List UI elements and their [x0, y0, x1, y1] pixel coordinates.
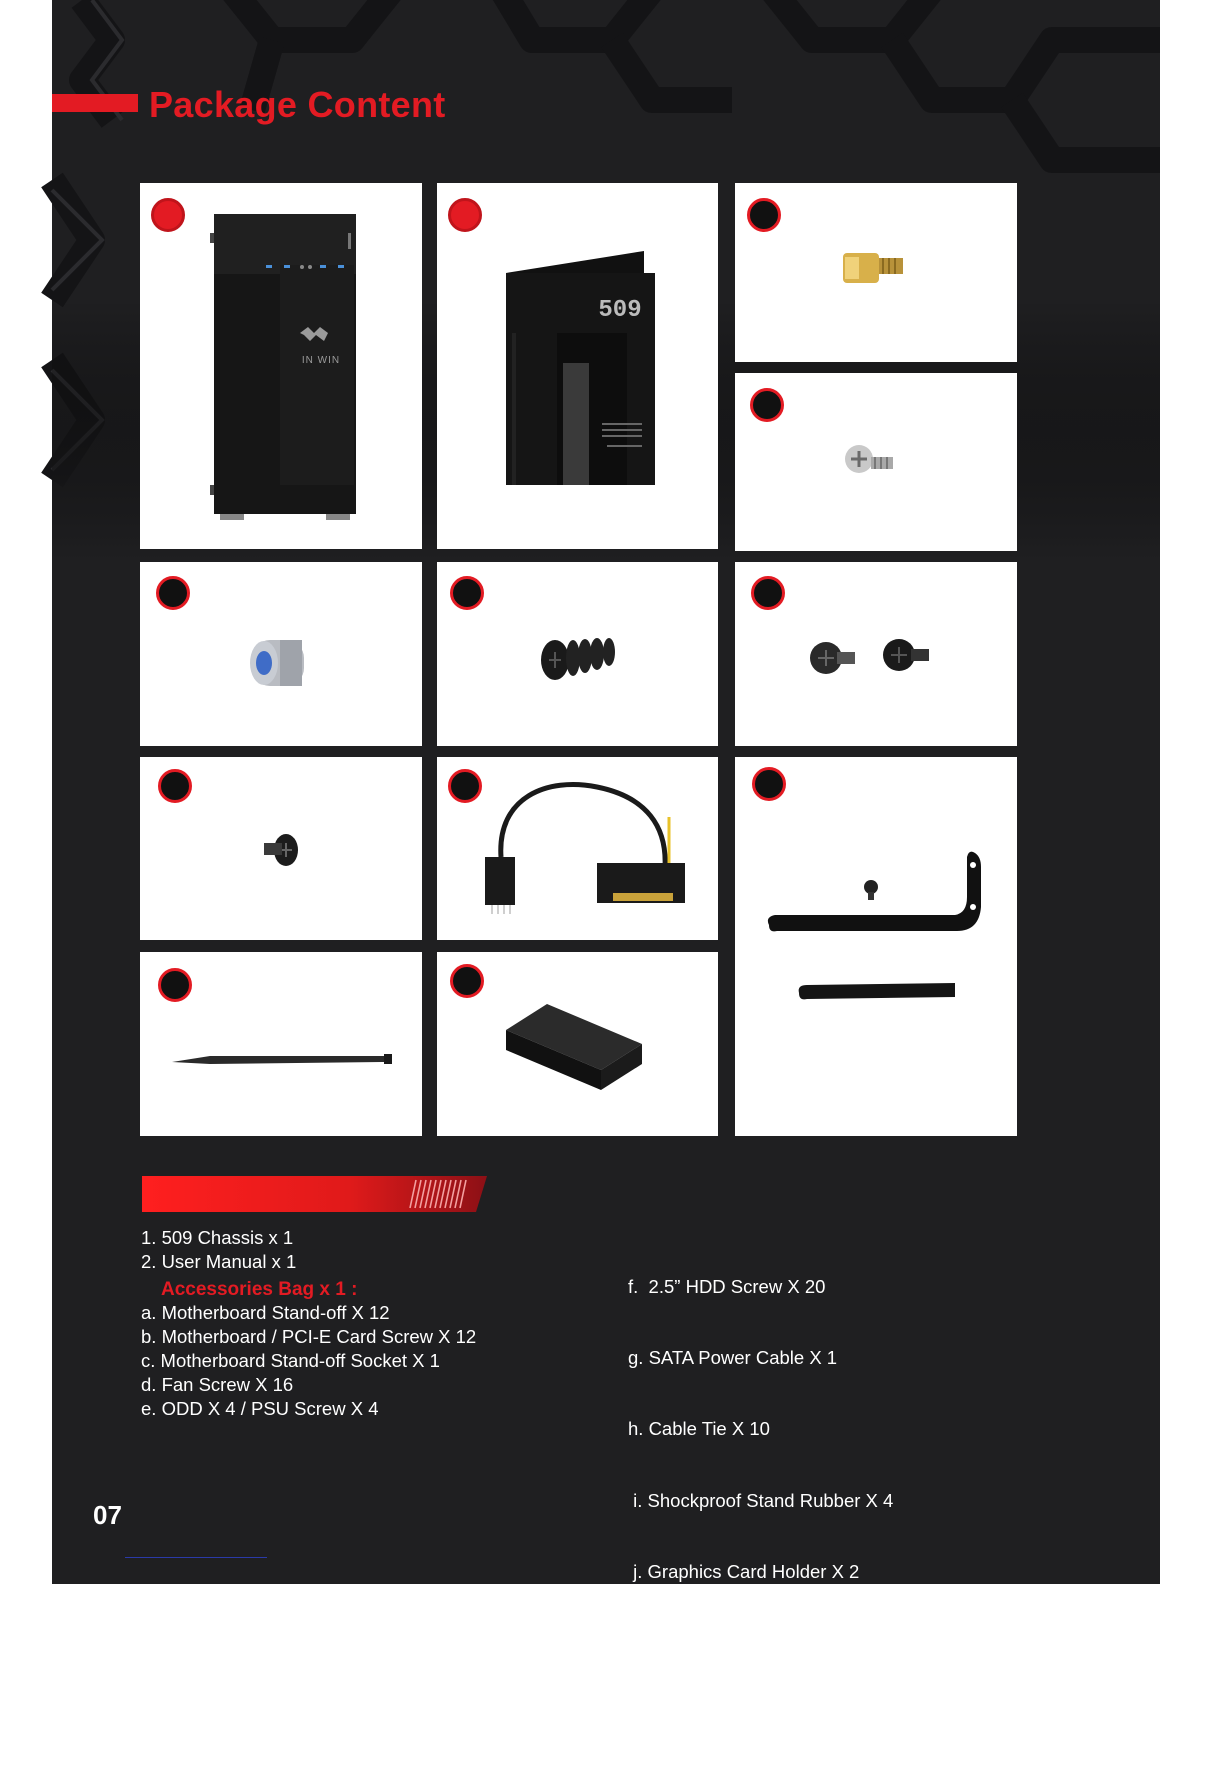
- fan-screw-icon: [437, 562, 718, 746]
- list-item: 2. User Manual x 1: [141, 1250, 297, 1272]
- list-item: b. Motherboard / PCI-E Card Screw X 12: [141, 1326, 477, 1348]
- list-item: f. 2.5” HDD Screw X 20: [628, 1275, 826, 1297]
- rubber-pad-icon: [437, 952, 718, 1136]
- tile-socket: [140, 562, 422, 746]
- list-item: d. Fan Screw X 16: [141, 1373, 294, 1395]
- socket-icon: [140, 562, 422, 746]
- tile-cable-tie: [140, 952, 422, 1136]
- tile-standoff: [735, 183, 1017, 362]
- list-item: c. Motherboard Stand-off Socket X 1: [141, 1349, 440, 1371]
- list-item: g. SATA Power Cable X 1: [628, 1346, 838, 1368]
- sata-cable-icon: [437, 757, 718, 940]
- tile-rubber: [437, 952, 718, 1136]
- brass-standoff-icon: [735, 183, 1017, 362]
- contents-list-right: [628, 1227, 908, 1774]
- manual-page: [52, 0, 1160, 1725]
- list-item: e. ODD X 4 / PSU Screw X 4: [141, 1397, 379, 1419]
- list-item: 1. 509 Chassis x 1: [141, 1227, 294, 1248]
- list-item: i. Shockproof Stand Rubber X 4: [628, 1489, 894, 1511]
- booklet-icon: [437, 183, 718, 549]
- accessories-heading: Accessories Bag x 1 :: [161, 1278, 358, 1300]
- tile-odd-psu-screw: [735, 562, 1017, 746]
- tile-manual: [437, 183, 718, 549]
- page-number: 07: [93, 1500, 122, 1530]
- chassis-tower-icon: [140, 183, 422, 549]
- tile-fan-screw: [437, 562, 718, 746]
- tile-hdd-screw: [140, 757, 422, 940]
- footer-link-underline: [125, 1557, 267, 1558]
- gpu-holder-icon: [735, 757, 1017, 1136]
- title-accent-bar: [52, 94, 138, 112]
- svg-text:509: 509: [598, 297, 642, 324]
- tile-chassis: [140, 183, 422, 549]
- list-item: h. Cable Tie X 10: [628, 1418, 770, 1440]
- silver-screw-icon: [735, 373, 1017, 551]
- page-title: Package Content: [149, 84, 446, 125]
- svg-text:IN WIN: IN WIN: [301, 355, 341, 366]
- section-banner: [142, 1176, 487, 1212]
- contents-list-left: [141, 1226, 476, 1420]
- list-item: a. Motherboard Stand-off X 12: [141, 1302, 390, 1324]
- list-item: j. Graphics Card Holder X 2: [628, 1561, 860, 1583]
- cable-tie-icon: [140, 952, 422, 1136]
- list-item: Graphics Card Screw x 4: [628, 1703, 855, 1725]
- tile-mb-screw: [735, 373, 1017, 551]
- tile-gpu-holder: [735, 757, 1017, 1136]
- small-screw-icon: [140, 757, 422, 940]
- list-item: Graphics Card Holder Mylar x 2: [628, 1632, 908, 1654]
- black-screws-icon: [735, 562, 1017, 746]
- tile-sata-cable: [437, 757, 718, 940]
